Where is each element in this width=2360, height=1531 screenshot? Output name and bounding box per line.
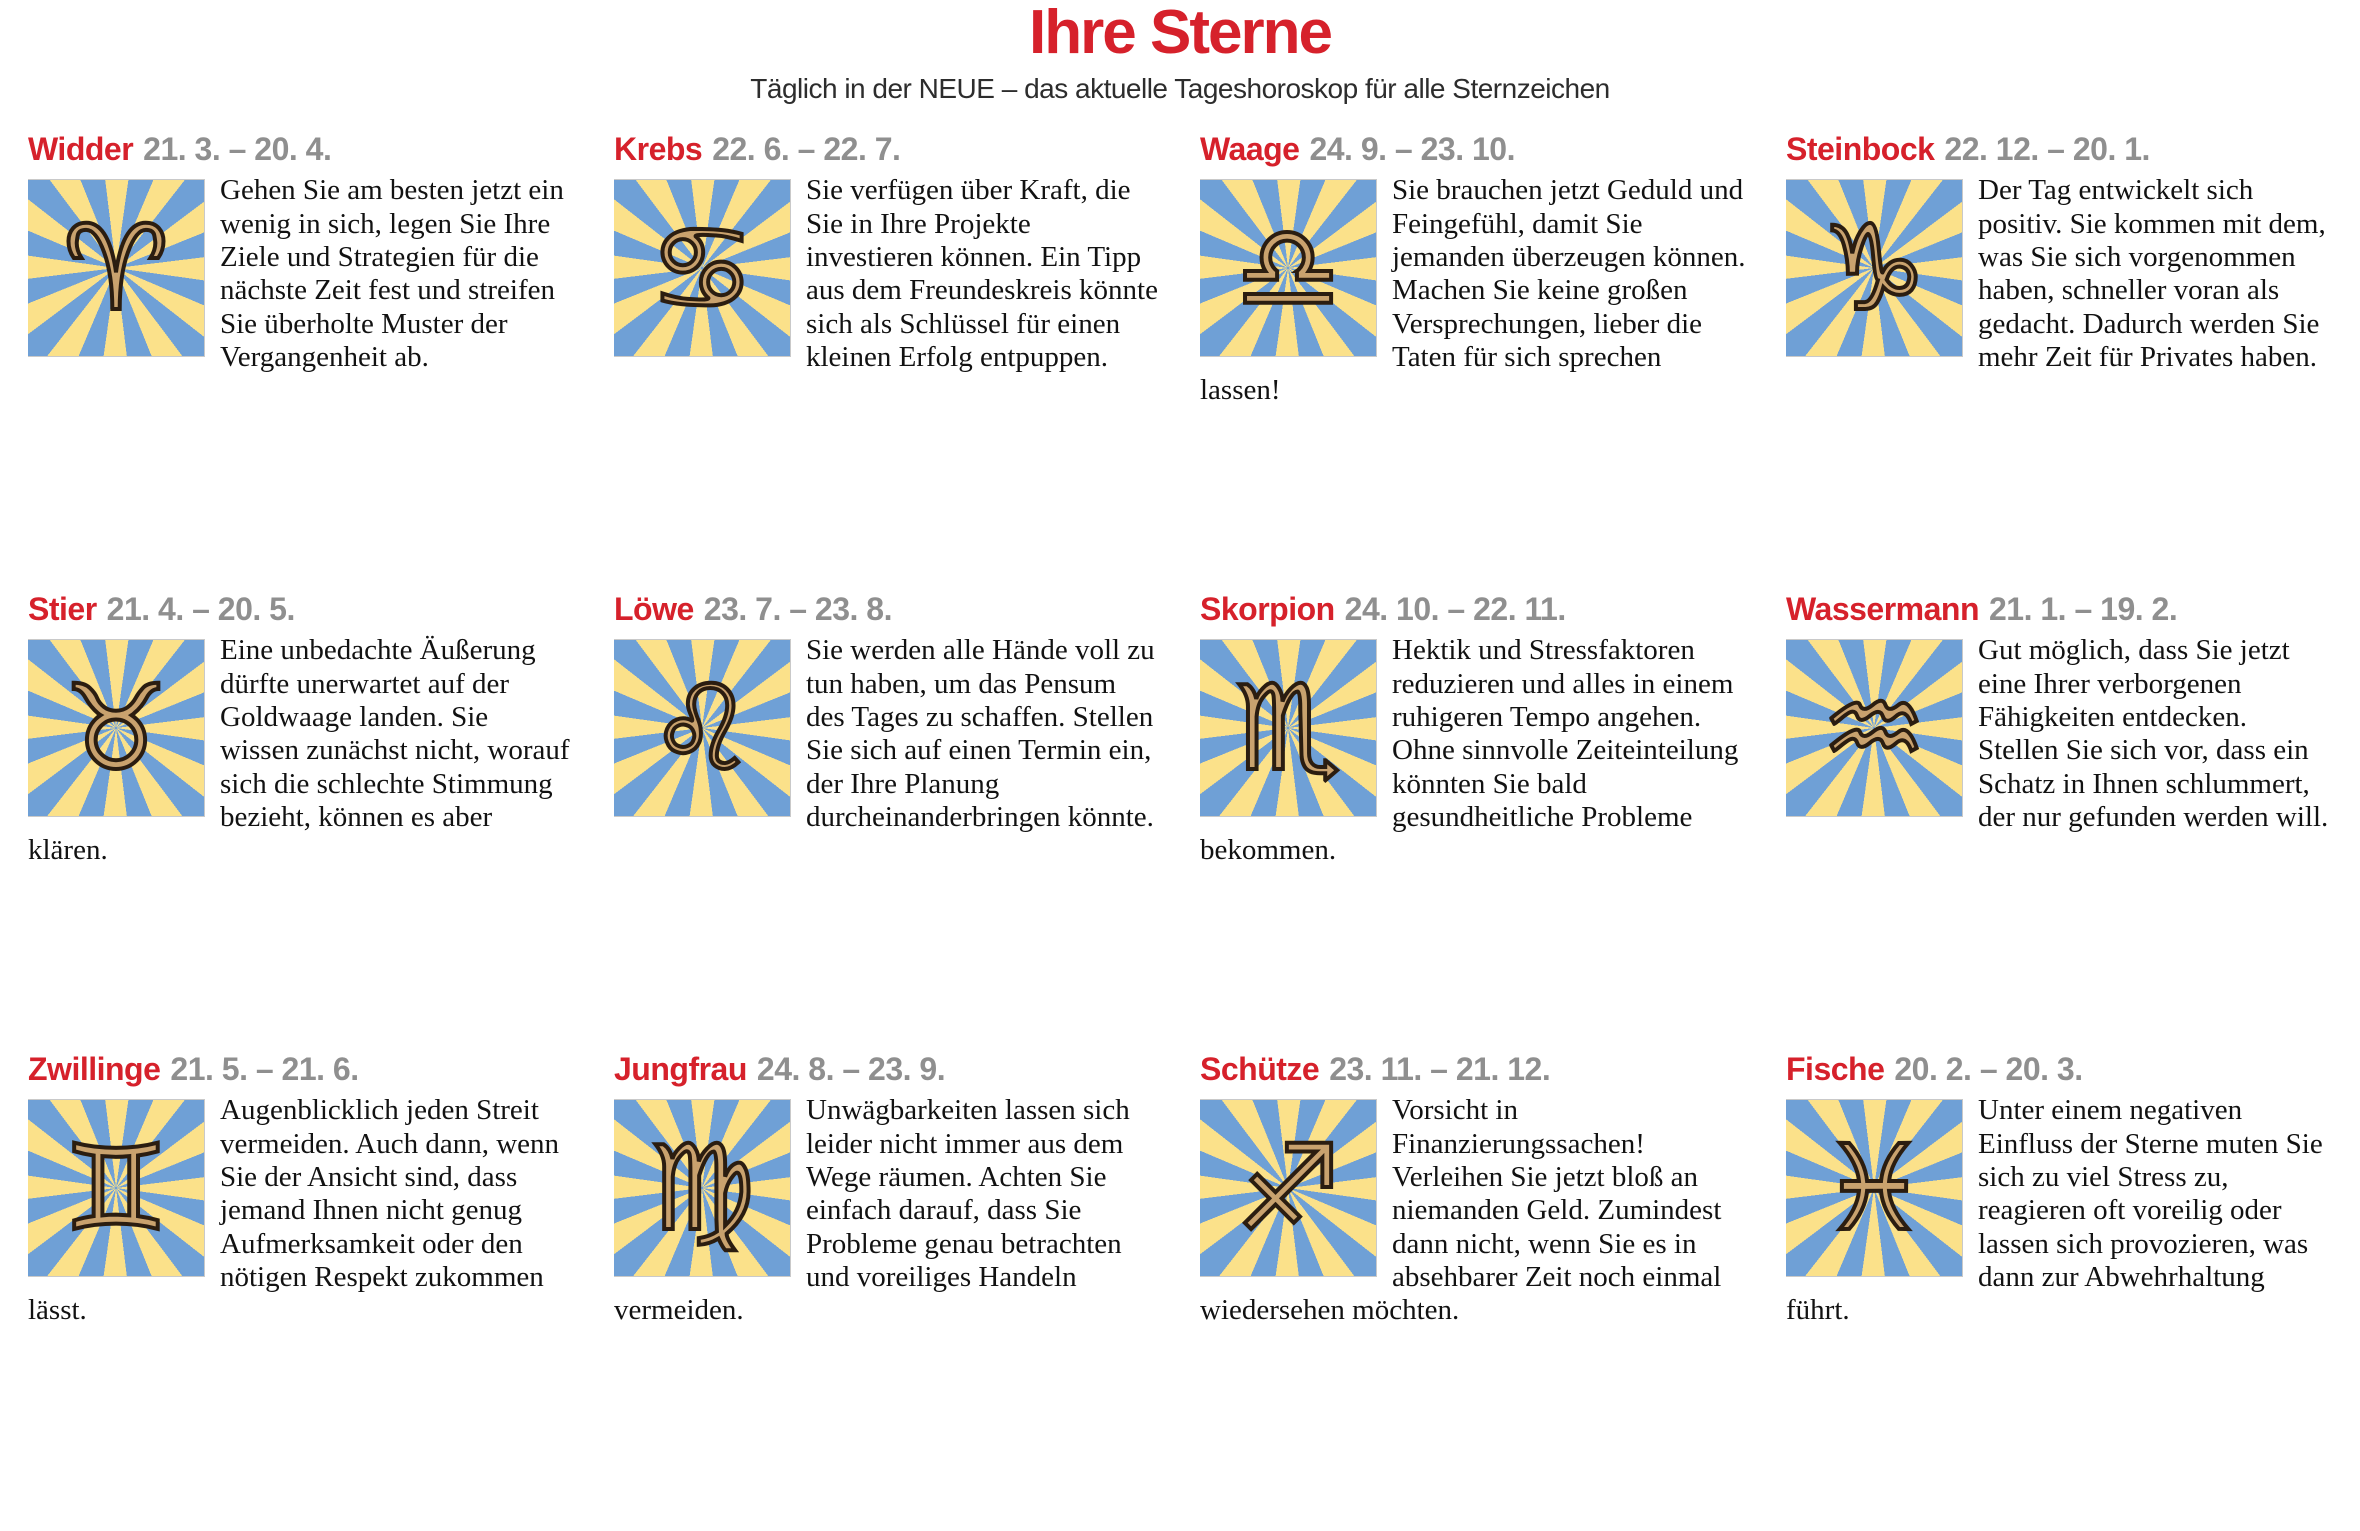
sign-text: Sie verfügen über Kraft, die Sie in Ihre Projekte investieren können. Ein Tipp aus dem Freundeskreis könnte sich als Schlüssel für einen kleinen Erfolg entpuppen. bbox=[806, 174, 1158, 374]
horoscope-grid bbox=[0, 105, 2360, 1513]
sign-name: Stier bbox=[28, 592, 97, 627]
sign-header bbox=[614, 593, 1160, 627]
aries-symbol: ♈ bbox=[63, 199, 169, 338]
pisces-fish-icon bbox=[1786, 1100, 1962, 1276]
sign-name: Krebs bbox=[614, 132, 703, 167]
masthead bbox=[0, 0, 2360, 105]
sign-dates: 21. 1. – 19. 2. bbox=[1989, 592, 2178, 627]
sign-name: Jungfrau bbox=[614, 1052, 747, 1087]
entry-loewe bbox=[614, 593, 1160, 1053]
sign-text: Unwägbarkeiten lassen sich leider nicht immer aus dem Wege räumen. Achten Sie einfach darauf, dass Sie Probleme genau betrachten und voreiliges Handeln vermeiden. bbox=[614, 1094, 1130, 1327]
taurus-bull-icon bbox=[28, 640, 204, 816]
sign-text: Sie brauchen jetzt Geduld und Feingefühl, damit Sie jemanden überzeugen können. Machen Sie keine großen Versprechungen, lieber die Taten für sich sprechen lassen! bbox=[1200, 174, 1746, 407]
libra-symbol: ♎ bbox=[1235, 199, 1341, 338]
aquarius-symbol: ♒ bbox=[1821, 659, 1927, 798]
sign-dates: 22. 12. – 20. 1. bbox=[1944, 132, 2150, 167]
sign-header bbox=[1786, 133, 2332, 167]
sign-header bbox=[1786, 1053, 2332, 1087]
sign-header bbox=[1200, 1053, 1746, 1087]
cancer-crab-icon bbox=[614, 180, 790, 356]
sign-dates: 22. 6. – 22. 7. bbox=[712, 132, 901, 167]
entry-widder bbox=[28, 133, 574, 593]
sagittarius-archer-icon bbox=[1200, 1100, 1376, 1276]
entry-zwillinge bbox=[28, 1053, 574, 1513]
sign-dates: 24. 10. – 22. 11. bbox=[1344, 592, 1566, 627]
sign-dates: 23. 11. – 21. 12. bbox=[1329, 1052, 1551, 1087]
sign-text: Der Tag entwickelt sich positiv. Sie kommen mit dem, was Sie sich vorgenommen haben, schneller voran als gedacht. Dadurch werden Sie mehr Zeit für Privates haben. bbox=[1978, 174, 2326, 374]
entry-jungfrau bbox=[614, 1053, 1160, 1513]
sign-dates: 21. 3. – 20. 4. bbox=[143, 132, 332, 167]
sign-header bbox=[1786, 593, 2332, 627]
gemini-symbol: ♊ bbox=[63, 1119, 169, 1258]
sign-header bbox=[1200, 593, 1746, 627]
sign-header bbox=[28, 1053, 574, 1087]
entry-schuetze bbox=[1200, 1053, 1746, 1513]
virgo-symbol: ♍ bbox=[649, 1119, 755, 1258]
sign-name: Wassermann bbox=[1786, 592, 1979, 627]
sign-dates: 24. 9. – 23. 10. bbox=[1309, 132, 1515, 167]
entry-waage bbox=[1200, 133, 1746, 593]
entry-wassermann bbox=[1786, 593, 2332, 1053]
leo-lion-icon bbox=[614, 640, 790, 816]
sign-header bbox=[1200, 133, 1746, 167]
virgo-maiden-icon bbox=[614, 1100, 790, 1276]
sign-name: Zwillinge bbox=[28, 1052, 161, 1087]
gemini-twins-icon bbox=[28, 1100, 204, 1276]
sign-dates: 20. 2. – 20. 3. bbox=[1894, 1052, 2083, 1087]
aquarius-water-bearer-icon bbox=[1786, 640, 1962, 816]
sign-header bbox=[28, 593, 574, 627]
sign-dates: 24. 8. – 23. 9. bbox=[756, 1052, 946, 1087]
scorpio-scorpion-icon bbox=[1200, 640, 1376, 816]
entry-krebs bbox=[614, 133, 1160, 593]
sign-name: Skorpion bbox=[1200, 592, 1335, 627]
scorpio-symbol: ♏ bbox=[1235, 659, 1341, 798]
sign-name: Fische bbox=[1786, 1052, 1885, 1087]
sign-name: Löwe bbox=[614, 592, 694, 627]
entry-fische bbox=[1786, 1053, 2332, 1513]
capricorn-symbol: ♑ bbox=[1821, 199, 1927, 338]
capricorn-goat-icon bbox=[1786, 180, 1962, 356]
sign-text: Hektik und Stressfaktoren reduzieren und alles in einem ruhigeren Tempo angehen. Ohne sinnvolle Zeiteinteilung könnten Sie bald gesundheitliche Probleme bekommen. bbox=[1200, 634, 1739, 867]
sign-header bbox=[28, 133, 574, 167]
sign-name: Waage bbox=[1200, 132, 1300, 167]
cancer-symbol: ♋ bbox=[649, 199, 755, 338]
sign-dates: 23. 7. – 23. 8. bbox=[703, 592, 892, 627]
aries-ram-icon bbox=[28, 180, 204, 356]
page-title: Ihre Sterne bbox=[1029, 0, 1331, 67]
sign-name: Steinbock bbox=[1786, 132, 1935, 167]
sign-text: Sie werden alle Hände voll zu tun haben, um das Pensum des Tages zu schaffen. Stellen Sie sich auf einen Termin ein, der Ihre Planung durcheinanderbringen könnte. bbox=[806, 634, 1155, 834]
sagittarius-symbol: ♐ bbox=[1235, 1119, 1341, 1258]
taurus-symbol: ♉ bbox=[63, 659, 169, 798]
sign-header bbox=[614, 1053, 1160, 1087]
sign-text: Gut möglich, dass Sie jetzt eine Ihrer verborgenen Fähigkeiten entdecken. Stellen Sie sich vor, dass ein Schatz in Ihnen schlummert, der nur gefunden werden will. bbox=[1978, 634, 2329, 834]
entry-stier bbox=[28, 593, 574, 1053]
sign-text: Eine unbedachte Äußerung dürfte unerwartet auf der Goldwaage landen. Sie wissen zunächst nicht, worauf sich die schlechte Stimmung bezieht, können es aber klären. bbox=[28, 634, 570, 867]
sign-text: Gehen Sie am besten jetzt ein wenig in sich, legen Sie Ihre Ziele und Strategien für die nächste Zeit fest und streifen Sie überholte Muster der Vergangenheit ab. bbox=[220, 174, 564, 374]
pisces-symbol: ♓ bbox=[1821, 1119, 1927, 1258]
sign-name: Widder bbox=[28, 132, 134, 167]
sign-text: Vorsicht in Finanzierungssachen! Verleihen Sie jetzt bloß an niemanden Geld. Zumindest dann nicht, wenn Sie es in absehbarer Zeit noch einmal wiedersehen möchten. bbox=[1200, 1094, 1722, 1327]
entry-skorpion bbox=[1200, 593, 1746, 1053]
sign-header bbox=[614, 133, 1160, 167]
sign-text: Unter einem negativen Einfluss der Sterne muten Sie sich zu viel Stress zu, reagieren oft voreilig oder lassen sich provozieren, was dann zur Abwehrhaltung führt. bbox=[1786, 1094, 2323, 1327]
page-subtitle: Täglich in der NEUE – das aktuelle Tageshoroskop für alle Sternzeichen bbox=[750, 73, 1610, 104]
sign-name: Schütze bbox=[1200, 1052, 1320, 1087]
sign-text: Augenblicklich jeden Streit vermeiden. Auch dann, wenn Sie der Ansicht sind, dass jemand Ihnen nicht genug Aufmerksamkeit oder den nötigen Respekt zukommen lässt. bbox=[28, 1094, 560, 1327]
leo-symbol: ♌ bbox=[649, 659, 755, 798]
sign-dates: 21. 4. – 20. 5. bbox=[106, 592, 295, 627]
entry-steinbock bbox=[1786, 133, 2332, 593]
libra-scales-icon bbox=[1200, 180, 1376, 356]
sign-dates: 21. 5. – 21. 6. bbox=[170, 1052, 359, 1087]
